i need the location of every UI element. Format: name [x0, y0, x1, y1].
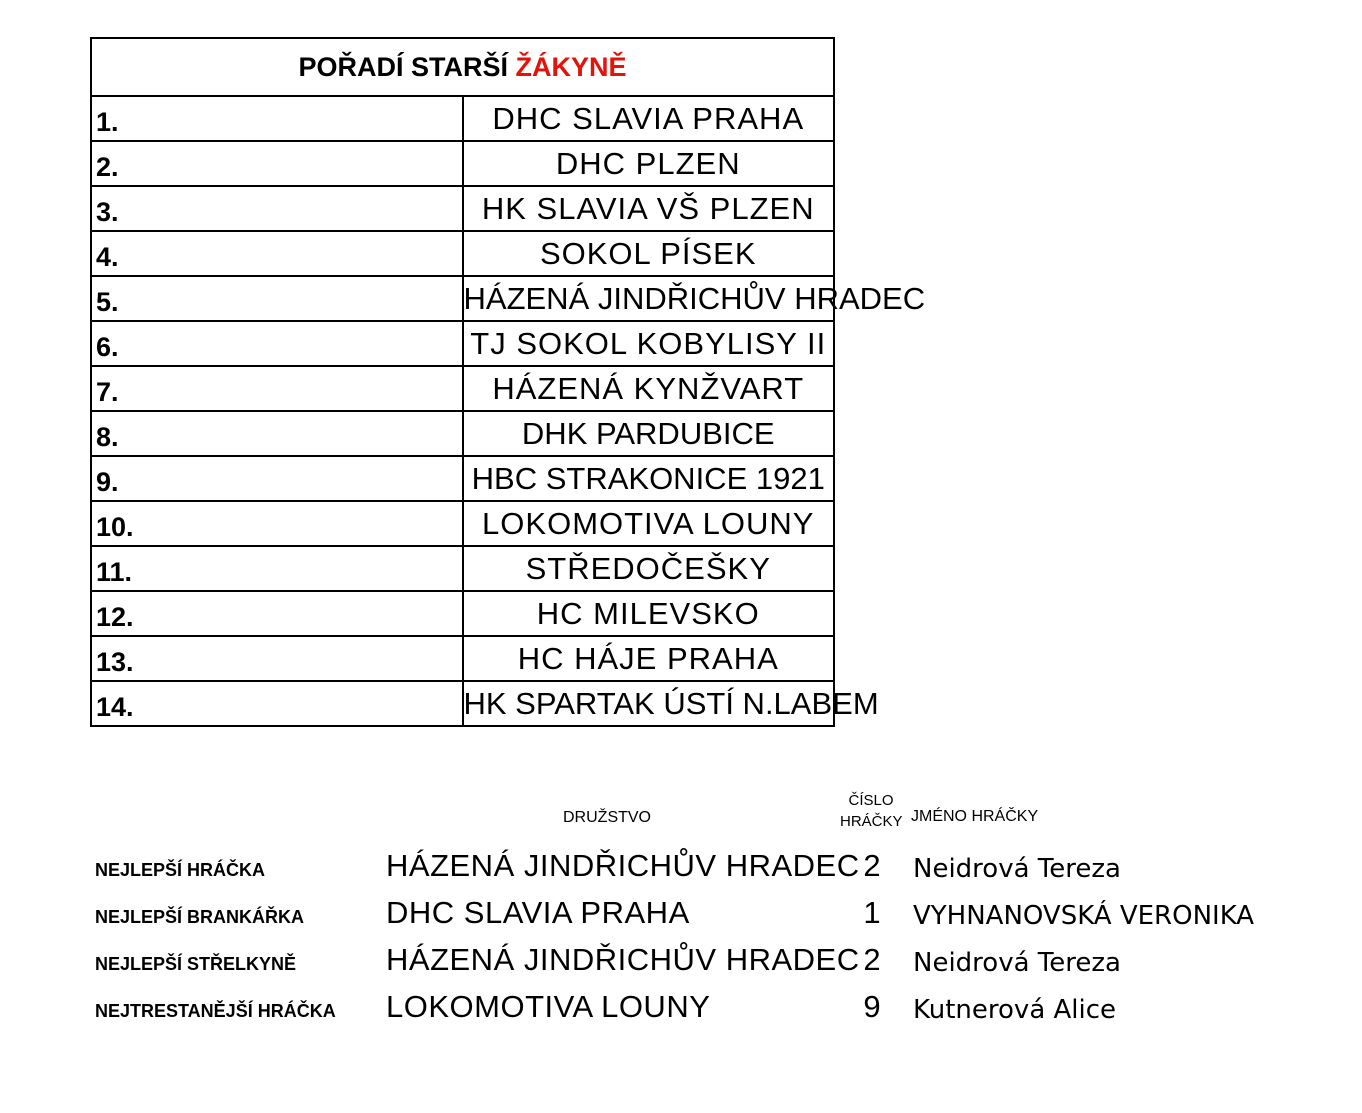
award-label: NEJTRESTANĚJŠÍ HRÁČKA	[95, 1001, 336, 1021]
award-player-name: VYHNANOVSKÁ VERONIKA	[913, 901, 1255, 931]
table-row	[91, 456, 834, 501]
team-cell: HK SLAVIA VŠ PLZEN	[463, 186, 835, 231]
table-row	[91, 591, 834, 636]
team-cell: HC HÁJE PRAHA	[463, 636, 835, 681]
team-cell: SOKOL PÍSEK	[463, 231, 835, 276]
standings-body	[91, 96, 926, 726]
rank-cell: 12.	[91, 591, 463, 636]
team-cell: HC MILEVSKO	[463, 591, 835, 636]
team-cell: STŘEDOČEŠKY	[463, 546, 835, 591]
table-row	[91, 186, 834, 231]
award-team: HÁZENÁ JINDŘICHŮV HRADEC	[386, 942, 860, 977]
table-row	[91, 276, 834, 321]
award-team: DHC SLAVIA PRAHA	[386, 895, 690, 930]
table-row	[91, 366, 834, 411]
team-cell: LOKOMOTIVA LOUNY	[463, 501, 835, 546]
rank-cell: 13.	[91, 636, 463, 681]
award-team: HÁZENÁ JINDŘICHŮV HRADEC	[386, 848, 860, 883]
standings-title	[91, 38, 834, 96]
award-label: NEJLEPŠÍ HRÁČKA	[95, 860, 266, 880]
table-row	[91, 96, 834, 141]
award-player-name: Neidrová Tereza	[913, 948, 1121, 978]
table-row	[91, 636, 834, 681]
award-row	[0, 848, 1362, 894]
rank-cell: 7.	[91, 366, 463, 411]
rank-cell: 3.	[91, 186, 463, 231]
award-player-number: 9	[863, 989, 881, 1024]
award-player-number: 2	[863, 942, 881, 977]
table-row	[91, 546, 834, 591]
table-row	[91, 501, 834, 546]
team-cell: DHC SLAVIA PRAHA	[463, 96, 835, 141]
rank-cell: 11.	[91, 546, 463, 591]
rank-cell: 10.	[91, 501, 463, 546]
rank-cell: 9.	[91, 456, 463, 501]
rank-cell: 14.	[91, 681, 463, 726]
standings-title-black: POŘADÍ STARŠÍ	[298, 51, 516, 82]
award-row	[0, 895, 1362, 941]
team-cell: TJ SOKOL KOBYLISY II	[463, 321, 835, 366]
team-cell: HÁZENÁ KYNŽVART	[463, 366, 835, 411]
rank-cell: 2.	[91, 141, 463, 186]
table-row	[91, 141, 834, 186]
awards-header-player: JMÉNO HRÁČKY	[911, 808, 1039, 825]
rank-cell: 8.	[91, 411, 463, 456]
award-row	[0, 989, 1362, 1035]
award-player-number: 1	[863, 895, 881, 930]
team-cell: DHK PARDUBICE	[463, 411, 835, 456]
standings-title-red: ŽÁKYNĚ	[515, 51, 627, 82]
award-label: NEJLEPŠÍ STŘELKYNĚ	[95, 954, 297, 974]
award-team: LOKOMOTIVA LOUNY	[386, 989, 711, 1024]
table-row	[91, 411, 834, 456]
award-player-name: Kutnerová Alice	[913, 995, 1117, 1025]
team-cell: DHC PLZEN	[463, 141, 835, 186]
team-cell: HK SPARTAK ÚSTÍ N.LABEM	[463, 681, 835, 726]
standings-title-row	[91, 38, 834, 96]
team-cell: HBC STRAKONICE 1921	[463, 456, 835, 501]
team-cell: HÁZENÁ JINDŘICHŮV HRADEC	[463, 276, 835, 321]
rank-cell: 4.	[91, 231, 463, 276]
award-player-number: 2	[863, 848, 881, 883]
table-row	[91, 231, 834, 276]
table-row	[91, 321, 834, 366]
rank-cell: 6.	[91, 321, 463, 366]
award-label: NEJLEPŠÍ BRANKÁŘKA	[95, 907, 305, 927]
standings-table	[90, 37, 926, 727]
rank-cell: 1.	[91, 96, 463, 141]
award-player-name: Neidrová Tereza	[913, 854, 1121, 884]
award-row	[0, 942, 1362, 988]
table-row	[91, 681, 834, 726]
awards-header-team: DRUŽSTVO	[563, 809, 651, 826]
awards-header-number: ČÍSLO HRÁČKY	[840, 792, 903, 830]
rank-cell: 5.	[91, 276, 463, 321]
